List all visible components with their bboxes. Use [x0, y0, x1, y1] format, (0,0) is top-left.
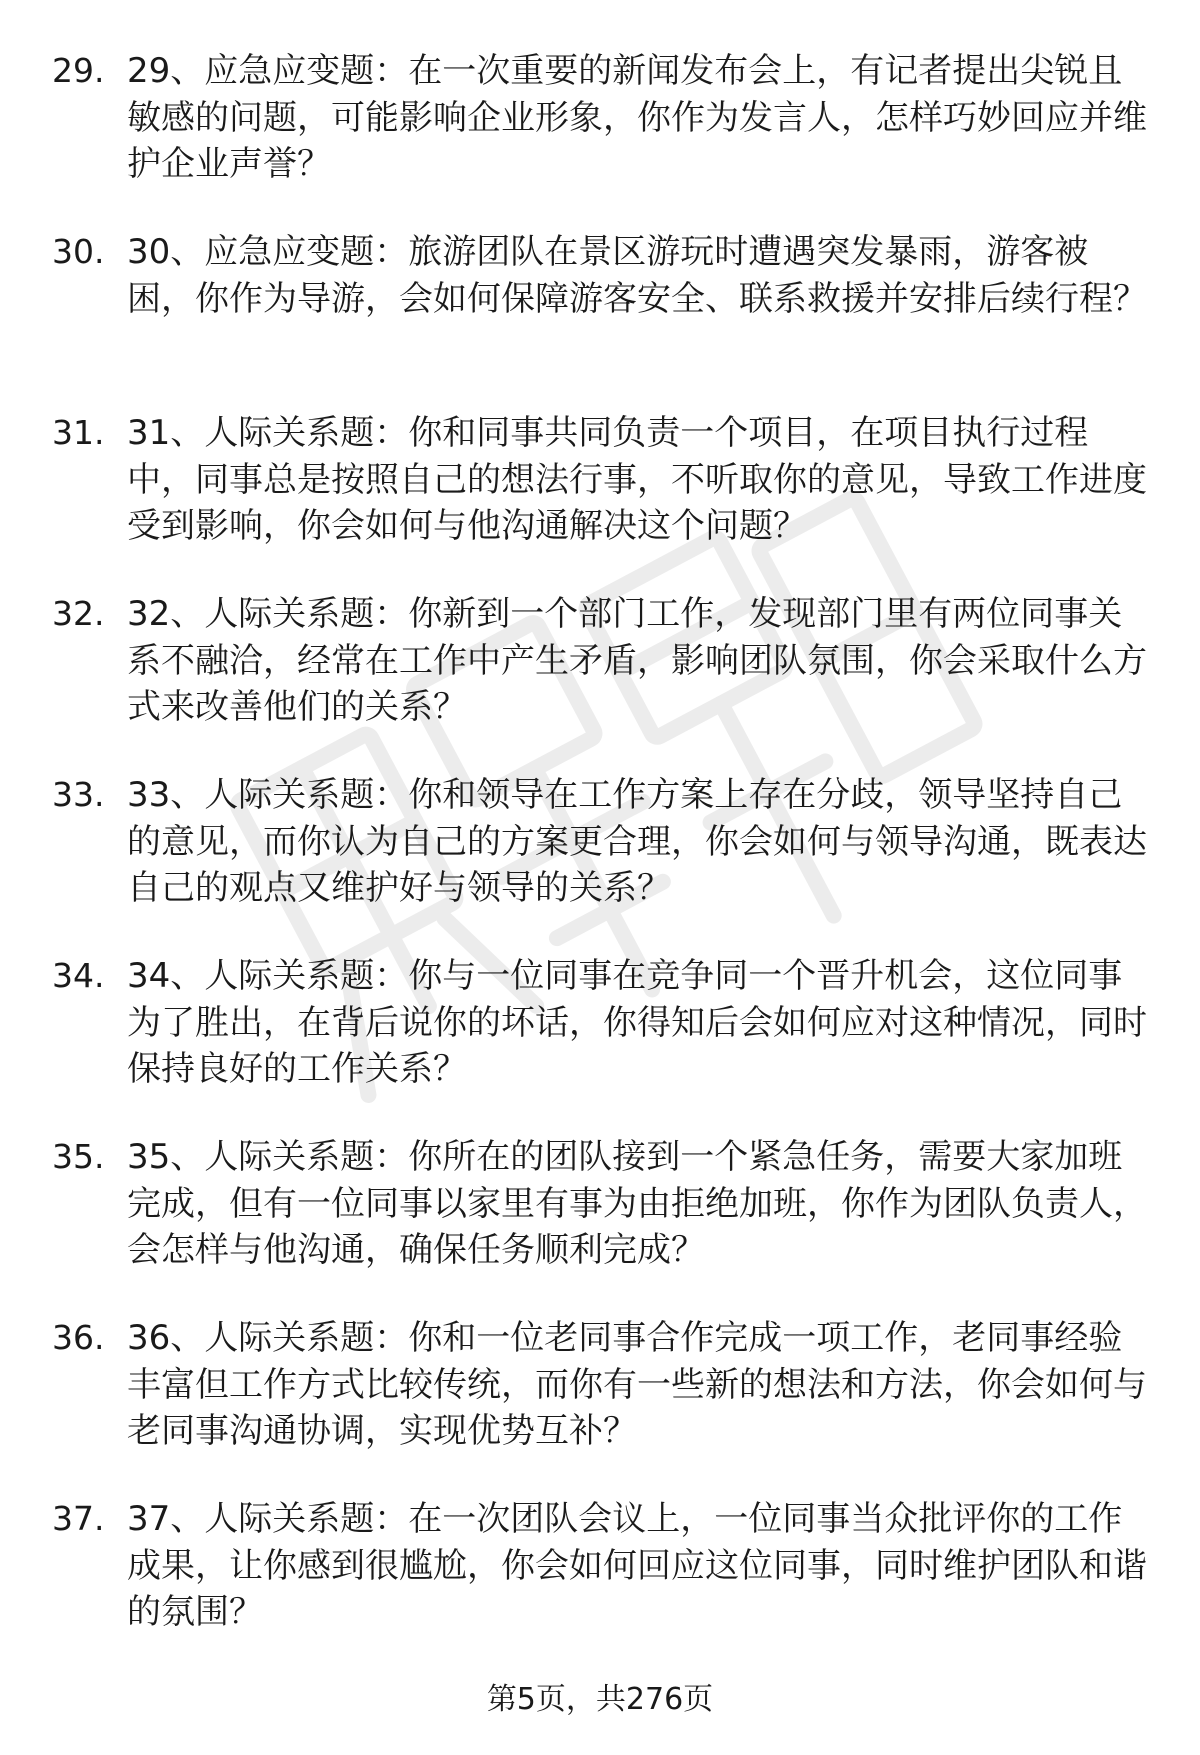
question-text: 35、人际关系题：你所在的团队接到一个紧急任务，需要大家加班完成，但有一位同事以家里有事为由拒绝加班，你作为团队负责人，会怎样与他沟通，确保任务顺利完成？ [127, 1137, 1147, 1270]
question-text: 37、人际关系题：在一次团队会议上，一位同事当众批评你的工作成果，让你感到很尴尬，你会如何回应这位同事，同时维护团队和谐的氛围？ [127, 1499, 1147, 1632]
question-item [0, 410, 1200, 591]
question-number: 34. [52, 956, 105, 995]
question-item [0, 953, 1200, 1134]
question-number: 31. [52, 413, 105, 452]
question-item [0, 48, 1200, 229]
question-text: 31、人际关系题：你和同事共同负责一个项目，在项目执行过程中，同事总是按照自己的想法行事，不听取你的意见，导致工作进度受到影响，你会如何与他沟通解决这个问题？ [127, 413, 1147, 546]
question-text: 36、人际关系题：你和一位老同事合作完成一项工作，老同事经验丰富但工作方式比较传统，而你有一些新的想法和方法，你会如何与老同事沟通协调，实现优势互补？ [127, 1318, 1147, 1451]
question-item [0, 772, 1200, 953]
question-list [0, 48, 1200, 1677]
question-item [0, 1134, 1200, 1315]
question-text: 29、应急应变题：在一次重要的新闻发布会上，有记者提出尖锐且敏感的问题，可能影响企业形象，你作为发言人，怎样巧妙回应并维护企业声誉？ [127, 51, 1147, 184]
question-number: 36. [52, 1318, 105, 1357]
question-number: 37. [52, 1499, 105, 1538]
page-number-footer: 第5页，共276页 [486, 1682, 714, 1717]
question-number: 29. [52, 51, 105, 90]
question-item [0, 229, 1200, 410]
question-number: 33. [52, 775, 105, 814]
question-text: 32、人际关系题：你新到一个部门工作，发现部门里有两位同事关系不融洽，经常在工作中产生矛盾，影响团队氛围，你会采取什么方式来改善他们的关系？ [127, 594, 1147, 727]
question-text: 34、人际关系题：你与一位同事在竞争同一个晋升机会，这位同事为了胜出，在背后说你的坏话，你得知后会如何应对这种情况，同时保持良好的工作关系？ [127, 956, 1147, 1089]
question-item [0, 591, 1200, 772]
question-number: 30. [52, 232, 105, 271]
question-text: 30、应急应变题：旅游团队在景区游玩时遭遇突发暴雨，游客被困，你作为导游，会如何保障游客安全、联系救援并安排后续行程？ [127, 232, 1147, 319]
question-number: 35. [52, 1137, 105, 1176]
question-item [0, 1496, 1200, 1677]
question-item [0, 1315, 1200, 1496]
question-text: 33、人际关系题：你和领导在工作方案上存在分歧，领导坚持自己的意见，而你认为自己的方案更合理，你会如何与领导沟通，既表达自己的观点又维护好与领导的关系？ [127, 775, 1147, 908]
question-number: 32. [52, 594, 105, 633]
